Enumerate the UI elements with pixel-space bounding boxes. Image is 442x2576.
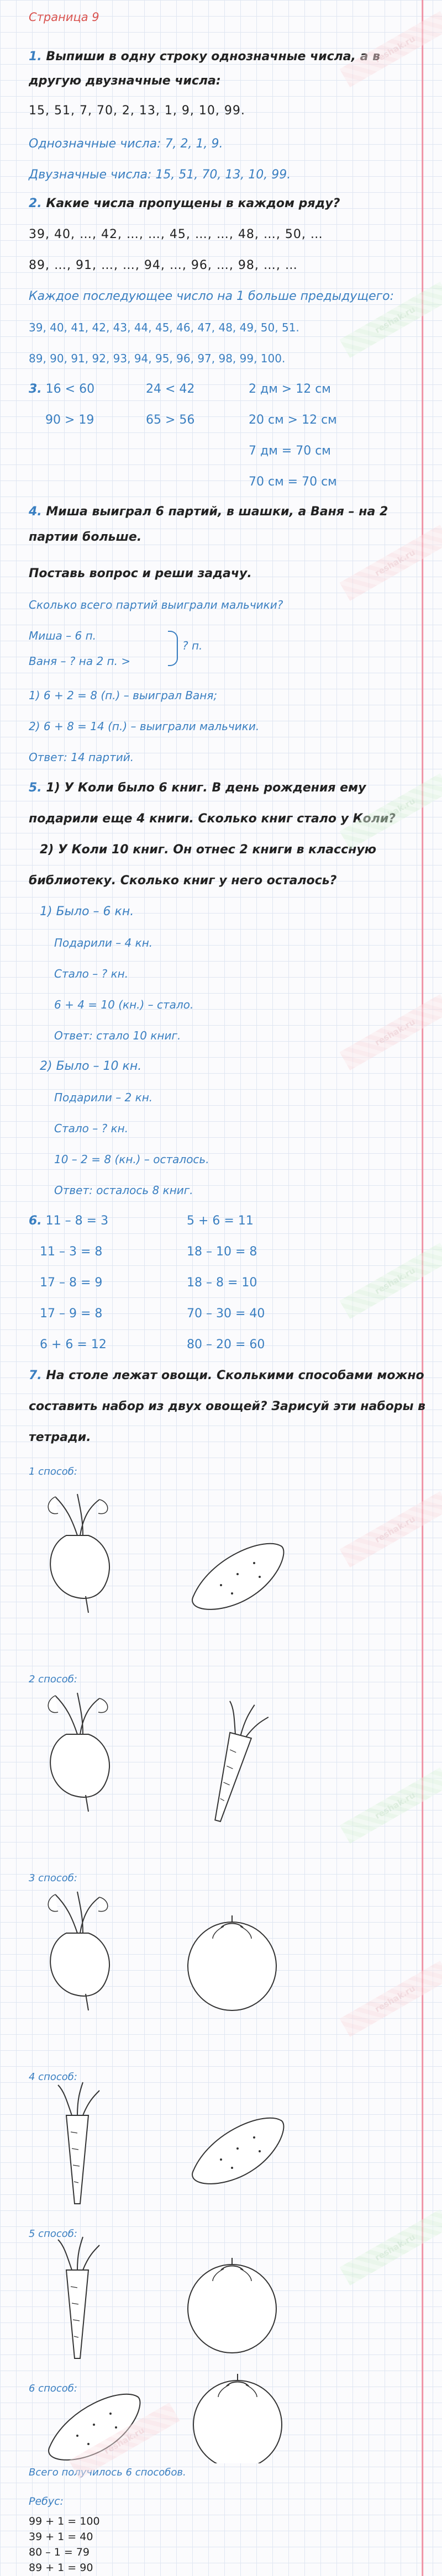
task2-note: Каждое последующее число на 1 больше предыдущего:: [29, 289, 394, 303]
task-number: 5.: [29, 781, 42, 795]
watermark: reshak.ru: [340, 994, 442, 1070]
watermark: reshak.ru: [340, 525, 442, 601]
single-label: Однозначные числа:: [29, 137, 161, 151]
rebus-line-0: 99 + 1 = 100: [29, 2515, 100, 2527]
task2-answer1: 39, 40, 41, 42, 43, 44, 45, 46, 47, 48, 49, 50, 51.: [29, 321, 299, 334]
eq-right-3: 70 – 30 = 40: [187, 1307, 265, 1321]
task4-text: Миша выиграл 6 партий, в шашки, а Ваня – на 2: [46, 505, 388, 519]
task1-text-2: другую двузначные числа:: [29, 74, 221, 88]
eq-left-0: 11 – 8 = 3: [45, 1214, 109, 1228]
task-number: 1.: [29, 50, 42, 64]
rebus-line-3: 89 + 1 = 90: [29, 2562, 93, 2574]
s1a: 1) Было – 6 кн.: [40, 905, 134, 919]
cmp-1a: 16 < 60: [45, 382, 95, 396]
s1e: Ответ: стало 10 книг.: [54, 1029, 181, 1042]
task-number: 7.: [29, 1369, 42, 1382]
watermark: reshak.ru: [340, 1491, 442, 1567]
cmp-3b: 20 см > 12 см: [249, 413, 337, 427]
cmp-1b: 90 > 19: [45, 413, 94, 427]
rebus-line-1: 39 + 1 = 40: [29, 2531, 93, 2543]
watermark: reshak.ru: [340, 1767, 442, 1844]
task4-step2: 2) 6 + 8 = 14 (п.) – выиграли мальчики.: [29, 720, 260, 733]
cmp-3c: 7 дм = 70 см: [249, 444, 331, 458]
task2-answer2: 89, 90, 91, 92, 93, 94, 95, 96, 97, 98, 99, 100.: [29, 352, 286, 365]
s1b: Подарили – 4 кн.: [54, 936, 153, 949]
s1d: 6 + 4 = 10 (кн.) – стало.: [54, 998, 194, 1011]
task5-p1: 1) У Коли было 6 книг. В день рождения ему: [46, 781, 366, 795]
way3-label: 3 способ:: [29, 1872, 77, 1884]
task2-text: Какие числа пропущены в каждом ряду?: [46, 197, 340, 210]
total-ways: Всего получилось 6 способов.: [29, 2467, 186, 2478]
way4-label: 4 способ:: [29, 2071, 77, 2083]
task-number: 3.: [29, 382, 42, 396]
task5-p1b: подарили еще 4 книги. Сколько книг стало у Коли?: [29, 812, 396, 826]
double-label: Двузначные числа:: [29, 168, 152, 182]
single-value: 7, 2, 1, 9.: [165, 137, 223, 151]
vegetable-drawings: [22, 1480, 420, 2463]
task-number: 6.: [29, 1214, 42, 1228]
total-brace: [168, 631, 178, 666]
way2-label: 2 способ:: [29, 1674, 77, 1685]
task5-p2: 2) У Коли 10 книг. Он отнес 2 книги в классную: [40, 843, 377, 857]
cmp-3a: 2 дм > 12 см: [249, 382, 331, 396]
cmp-2a: 24 < 42: [146, 382, 195, 396]
eq-left-2: 17 – 8 = 9: [40, 1276, 103, 1290]
task7-text3: тетради.: [29, 1430, 91, 1444]
way1-label: 1 способ:: [29, 1466, 77, 1477]
page-title: Страница 9: [29, 10, 99, 24]
eq-right-1: 18 – 10 = 8: [187, 1245, 257, 1259]
task7-text2: составить набор из двух овощей? Зарисуй эти наборы в: [29, 1400, 426, 1413]
watermark: reshak.ru: [340, 2209, 442, 2285]
task1-numbers: 15, 51, 7, 70, 2, 13, 1, 9, 10, 99.: [29, 104, 245, 118]
watermark: reshak.ru: [340, 11, 442, 87]
misha-line: Миша – 6 п.: [29, 629, 97, 642]
task5-p2b: библиотеку. Сколько книг у него осталось?: [29, 874, 337, 888]
task4-answer: Ответ: 14 партий.: [29, 751, 134, 764]
watermark: reshak.ru: [340, 282, 442, 358]
task4-question: Сколько всего партий выиграли мальчики?: [29, 598, 283, 611]
s2e: Ответ: осталось 8 книг.: [54, 1184, 193, 1197]
task1-text: Выпиши в одну строку однозначные числа, а в: [46, 50, 381, 64]
s1c: Стало – ? кн.: [54, 967, 129, 980]
total-label: ? п.: [182, 639, 203, 652]
eq-right-4: 80 – 20 = 60: [187, 1338, 265, 1352]
watermark: reshak.ru: [340, 1961, 442, 2037]
vanya-line: Ваня – ? на 2 п. >: [29, 654, 131, 668]
eq-right-2: 18 – 8 = 10: [187, 1276, 257, 1290]
task-number: 4.: [29, 505, 42, 519]
cmp-3d: 70 см = 70 см: [249, 475, 337, 489]
task2-row2: 89, …, 91, …, …, 94, …, 96, …, 98, …, …: [29, 258, 298, 272]
watermark: reshak.ru: [69, 2403, 180, 2479]
s2d: 10 – 2 = 8 (кн.) – осталось.: [54, 1153, 209, 1166]
eq-left-4: 6 + 6 = 12: [40, 1338, 107, 1352]
eq-left-3: 17 – 9 = 8: [40, 1307, 103, 1321]
watermark: reshak.ru: [340, 1243, 442, 1319]
way5-label: 5 способ:: [29, 2228, 77, 2240]
watermark: reshak.ru: [340, 773, 442, 849]
way6-label: 6 способ:: [29, 2383, 77, 2394]
task4-text-2: партии больше.: [29, 530, 142, 544]
rebus-line-2: 80 – 1 = 79: [29, 2546, 90, 2558]
rebus-title: Ребус:: [29, 2495, 64, 2508]
task4-text-3: Поставь вопрос и реши задачу.: [29, 567, 252, 580]
eq-left-1: 11 – 3 = 8: [40, 1245, 103, 1259]
task4-step1: 1) 6 + 2 = 8 (п.) – выиграл Ваня;: [29, 689, 218, 702]
s2c: Стало – ? кн.: [54, 1122, 129, 1135]
task-number: 2.: [29, 197, 42, 210]
s2b: Подарили – 2 кн.: [54, 1091, 153, 1104]
cmp-2b: 65 > 56: [146, 413, 195, 427]
s2a: 2) Было – 10 кн.: [40, 1059, 142, 1073]
task7-text1: На столе лежат овощи. Сколькими способами можно: [46, 1369, 424, 1382]
eq-right-0: 5 + 6 = 11: [187, 1214, 254, 1228]
double-value: 15, 51, 70, 13, 10, 99.: [155, 168, 291, 182]
task2-row1: 39, 40, …, 42, …, …, 45, …, …, 48, …, 50, …: [29, 228, 323, 241]
